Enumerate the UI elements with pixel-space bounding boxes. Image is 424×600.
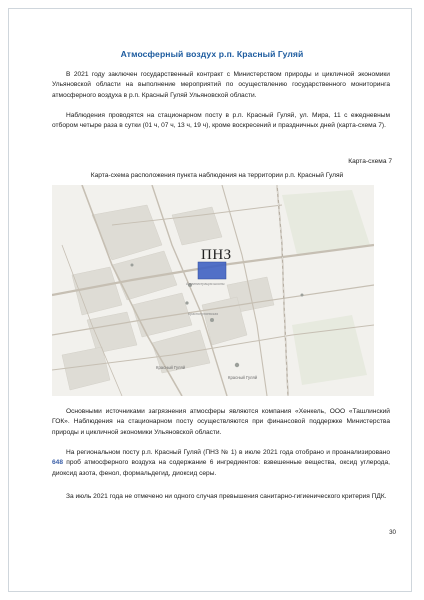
map-small-label-2: Красногуляевская xyxy=(188,312,219,316)
map-graphics xyxy=(52,185,374,396)
paragraph-sources xyxy=(52,407,390,438)
scheme-label: Карта-схема 7 xyxy=(348,158,392,165)
paragraph-sources-text: Основными источниками загрязнения атмосферы являются компания «Хенкель, ООО «Ташлинский ГОК». Наблюдения на стационарном посту осуществляются при финансовой поддержке Министерства природы и цикличной экономики Ульяновской области. xyxy=(52,408,390,436)
paragraph-samples xyxy=(52,448,390,479)
station-marker xyxy=(198,262,226,279)
paragraph-observations xyxy=(52,111,390,132)
map-small-label-1: Администрация школы xyxy=(186,282,225,286)
place-label-1: Красный Гуляй xyxy=(156,365,186,370)
paragraph-contract xyxy=(52,70,390,101)
station-map xyxy=(52,185,374,396)
paragraph-conclusion xyxy=(52,492,390,502)
paragraph-samples-after: проб атмосферного воздуха на содержание 6 ингредиентов: взвешенные вещества, оксид углерода, диоксид азота, фенол, формальдегид, диоксид серы. xyxy=(52,459,390,477)
map-caption: Карта-схема расположения пункта наблюдения на территории р.п. Красный Гуляй xyxy=(90,172,344,179)
page-title: Атмосферный воздух р.п. Красный Гуляй xyxy=(120,49,304,59)
paragraph-contract-text: В 2021 году заключен государственный контракт с Министерством природы и цикличной экономики Ульяновской области на выполнение мероприятий по осуществлению государственного мониторинга атмосферного воздуха в р.п. Красный Гуляй Ульяновской области. xyxy=(52,71,390,99)
page-number: 30 xyxy=(389,529,396,536)
station-label: ПНЗ xyxy=(201,247,232,263)
paragraph-conclusion-text: За июль 2021 года не отмечено ни одного случая превышения санитарно-гигиенического критерия ПДК. xyxy=(66,493,387,500)
samples-count: 648 xyxy=(52,459,64,467)
paragraph-observations-text: Наблюдения проводятся на стационарном посту в р.п. Красный Гуляй, ул. Мира, 11 с ежедневным отбором четыре раза в сутки (01 ч, 07 ч, 13 ч, 19 ч), кроме воскресений и праздничных дней (карта-схема 7). xyxy=(52,112,390,130)
place-label-2: Красный Гуляй xyxy=(228,375,258,380)
paragraph-samples-before: На региональном посту р.п. Красный Гуляй (ПНЗ № 1) в июле 2021 года отобрано и проанализировано xyxy=(66,449,390,456)
